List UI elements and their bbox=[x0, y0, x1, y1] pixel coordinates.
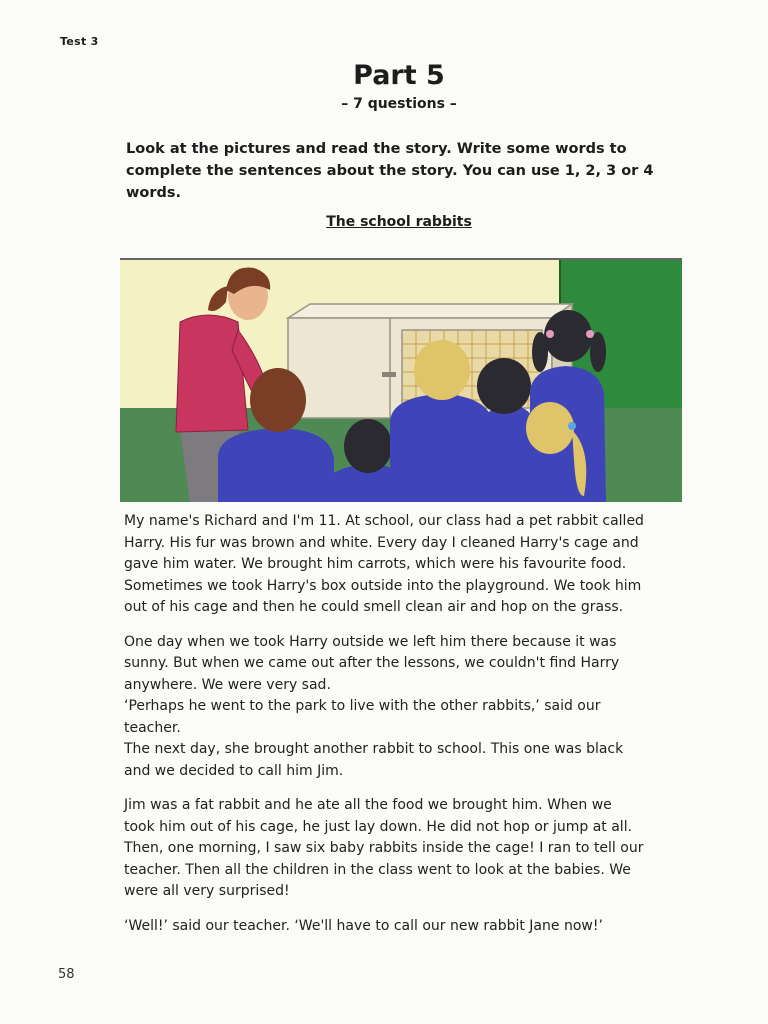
story-line: Then, one morning, I saw six baby rabbits inside the cage! I ran to tell our bbox=[124, 840, 644, 856]
story-line: My name's Richard and I'm 11. At school, our class had a pet rabbit called bbox=[124, 513, 644, 529]
story-line: Jim was a fat rabbit and he ate all the food we brought him. When we bbox=[124, 797, 612, 813]
story-title: The school rabbits bbox=[326, 214, 472, 230]
part-title: Part 5 bbox=[353, 60, 445, 91]
story-line: were all very surprised! bbox=[124, 883, 290, 899]
story-text bbox=[124, 511, 684, 950]
story-line: anywhere. We were very sad. bbox=[124, 676, 331, 693]
part-subtitle: – 7 questions – bbox=[341, 96, 457, 112]
story-line: ‘Well!’ said our teacher. ‘We'll have to call our new rabbit Jane now!’ bbox=[124, 917, 603, 934]
story-line: Harry. His fur was brown and white. Every day I cleaned Harry's cage and bbox=[124, 534, 639, 551]
classroom-illustration bbox=[120, 258, 682, 502]
page-number: 58 bbox=[58, 967, 75, 982]
story-paragraph bbox=[124, 795, 684, 903]
story-paragraph bbox=[124, 916, 684, 938]
story-line: and we decided to call him Jim. bbox=[124, 762, 344, 779]
story-line: ‘Perhaps he went to the park to live with the other rabbits,’ said our bbox=[124, 698, 601, 714]
story-line: out of his cage and then he could smell clean air and hop on the grass. bbox=[124, 599, 624, 615]
story-paragraph bbox=[124, 632, 684, 783]
story-line: teacher. Then all the children in the class went to look at the babies. We bbox=[124, 861, 631, 878]
story-paragraph bbox=[124, 511, 684, 619]
instructions bbox=[126, 138, 671, 204]
instruction-line: words. bbox=[126, 185, 182, 201]
story-line: The next day, she brought another rabbit to school. This one was black bbox=[124, 741, 624, 757]
story-line: One day when we took Harry outside we left him there because it was bbox=[124, 633, 617, 650]
test-label: Test 3 bbox=[60, 35, 99, 48]
instruction-line: Look at the pictures and read the story. Write some words to bbox=[126, 141, 627, 157]
story-line: sunny. But when we came out after the lessons, we couldn't find Harry bbox=[124, 655, 620, 671]
instruction-line: complete the sentences about the story. You can use 1, 2, 3 or 4 bbox=[126, 163, 654, 179]
story-line: took him out of his cage, he just lay down. He did not hop or jump at all. bbox=[124, 818, 633, 835]
story-line: teacher. bbox=[124, 719, 181, 736]
story-line: Sometimes we took Harry's box outside into the playground. We took him bbox=[124, 577, 642, 594]
story-line: gave him water. We brought him carrots, which were his favourite food. bbox=[124, 556, 627, 572]
